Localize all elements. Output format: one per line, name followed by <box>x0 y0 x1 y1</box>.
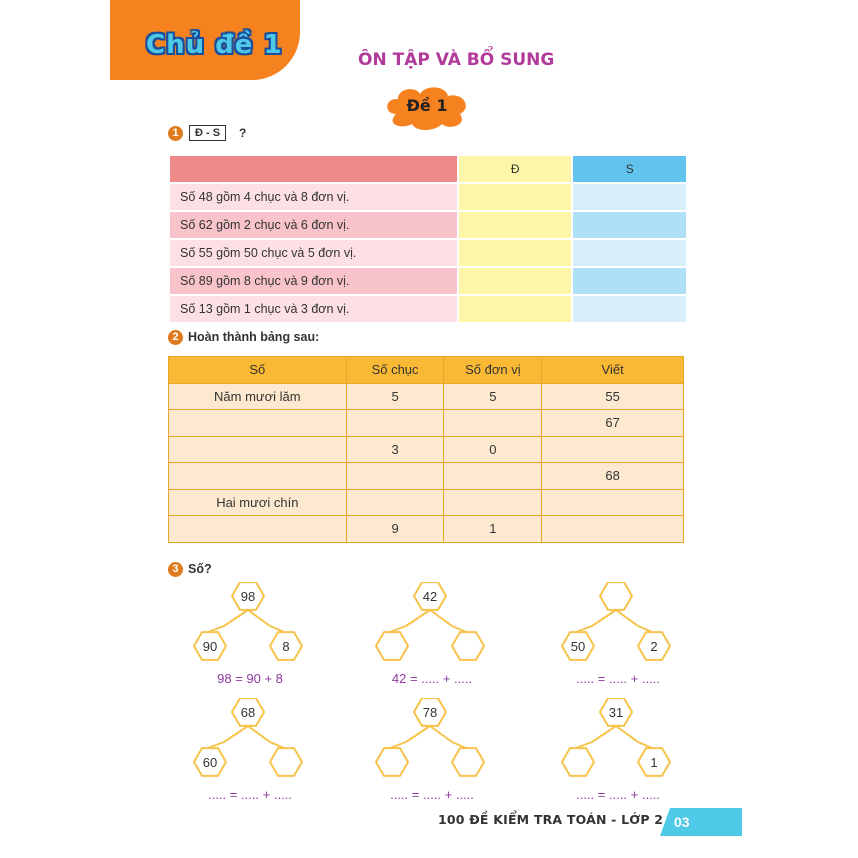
right-hexagon[interactable] <box>452 632 484 660</box>
page-number: 03 <box>674 814 690 830</box>
tree-connector <box>452 626 466 632</box>
equation-line[interactable]: ..... = ..... + ..... <box>576 787 660 802</box>
question-number: 2 <box>168 330 183 345</box>
statement-cell: Số 55 gồm 50 chục và 5 đơn vị. <box>169 239 458 267</box>
question-3 <box>168 562 212 577</box>
table-cell[interactable]: 9 <box>346 516 444 543</box>
table-cell[interactable]: 3 <box>346 436 444 463</box>
tree-connector <box>592 610 616 626</box>
right-hexagon[interactable] <box>638 632 670 660</box>
page-tab-shape <box>660 808 742 836</box>
tree-connector <box>616 726 638 742</box>
table-cell[interactable]: 0 <box>444 436 542 463</box>
false-answer-cell[interactable] <box>572 239 687 267</box>
table-cell[interactable]: 55 <box>542 383 684 410</box>
question-number: 1 <box>168 126 183 141</box>
top-hexagon[interactable] <box>414 698 446 726</box>
top-hexagon[interactable] <box>232 698 264 726</box>
table-cell[interactable] <box>444 463 542 490</box>
header-cell-false: S <box>572 155 687 183</box>
question-label: Số? <box>188 562 212 576</box>
question-label: Hoàn thành bảng sau: <box>188 330 320 344</box>
top-hexagon[interactable] <box>600 698 632 726</box>
table-cell[interactable]: Năm mươi lăm <box>169 383 347 410</box>
question-1 <box>168 126 247 141</box>
true-answer-cell[interactable] <box>458 211 573 239</box>
number-tree <box>548 698 688 802</box>
hexagon-value: 98 <box>240 589 256 604</box>
right-hexagon[interactable] <box>270 748 302 776</box>
place-value-table <box>168 356 684 543</box>
left-hexagon[interactable] <box>194 632 226 660</box>
false-answer-cell[interactable] <box>572 211 687 239</box>
hexagon-value: 31 <box>608 705 624 720</box>
tree-connector <box>430 726 452 742</box>
tree-connector <box>224 726 248 742</box>
statement-cell: Số 48 gồm 4 chục và 8 đơn vị. <box>169 183 458 211</box>
table-cell[interactable] <box>444 489 542 516</box>
table-cell[interactable] <box>169 463 347 490</box>
table-cell[interactable]: 68 <box>542 463 684 490</box>
tree-diagram <box>548 698 688 780</box>
false-answer-cell[interactable] <box>572 183 687 211</box>
top-hexagon[interactable] <box>414 582 446 610</box>
tree-connector <box>390 626 406 632</box>
statement-cell: Số 89 gồm 8 chục và 9 đơn vị. <box>169 267 458 295</box>
tree-connector <box>638 742 652 748</box>
header-cell: Số đơn vị <box>444 357 542 384</box>
left-hexagon[interactable] <box>562 632 594 660</box>
tree-diagram <box>362 698 502 780</box>
table-cell[interactable] <box>346 463 444 490</box>
right-hexagon[interactable] <box>452 748 484 776</box>
question-number: 3 <box>168 562 183 577</box>
tree-connector <box>248 610 270 626</box>
statement-cell: Số 62 gồm 2 chục và 6 đơn vị. <box>169 211 458 239</box>
table-cell[interactable] <box>542 516 684 543</box>
true-answer-cell[interactable] <box>458 239 573 267</box>
hexagon-value: 90 <box>202 639 218 654</box>
chapter-banner <box>110 0 300 80</box>
left-hexagon[interactable] <box>562 748 594 776</box>
table-cell[interactable] <box>169 410 347 437</box>
table-cell[interactable] <box>444 410 542 437</box>
hexagon-value: 60 <box>202 755 218 770</box>
tree-connector <box>406 610 430 626</box>
table-cell[interactable] <box>169 516 347 543</box>
tree-connector <box>592 726 616 742</box>
tree-diagram <box>548 582 688 664</box>
true-false-table <box>168 154 688 324</box>
equation-line[interactable]: ..... = ..... + ..... <box>390 787 474 802</box>
equation-line[interactable]: ..... = ..... + ..... <box>576 671 660 686</box>
hexagon-value: 42 <box>422 589 438 604</box>
header-cell: Viết <box>542 357 684 384</box>
header-cell-true: Đ <box>458 155 573 183</box>
equation-line[interactable]: 42 = ..... + ..... <box>391 671 473 686</box>
left-hexagon[interactable] <box>194 748 226 776</box>
statement-cell: Số 13 gồm 1 chục và 3 đơn vị. <box>169 295 458 323</box>
top-hexagon[interactable] <box>600 582 632 610</box>
top-hexagon[interactable] <box>232 582 264 610</box>
false-answer-cell[interactable] <box>572 267 687 295</box>
exam-badge <box>382 84 472 130</box>
hexagon-value: 2 <box>650 639 658 654</box>
left-hexagon[interactable] <box>376 632 408 660</box>
tree-diagram <box>180 582 320 664</box>
table-cell[interactable]: 5 <box>444 383 542 410</box>
number-tree <box>180 582 320 686</box>
number-tree <box>180 698 320 802</box>
exam-label: Đề 1 <box>406 96 448 115</box>
table-cell[interactable]: 1 <box>444 516 542 543</box>
table-cell[interactable] <box>346 489 444 516</box>
hexagon-value: 8 <box>282 639 290 654</box>
question-2 <box>168 330 320 345</box>
tree-connector <box>224 610 248 626</box>
right-hexagon[interactable] <box>270 632 302 660</box>
tree-connector <box>406 726 430 742</box>
chapter-label: Chủ đề 1 <box>146 30 283 60</box>
hexagon-value: 50 <box>570 639 586 654</box>
table-cell[interactable] <box>542 436 684 463</box>
equation-line[interactable]: ..... = ..... + ..... <box>208 787 292 802</box>
tree-connector <box>208 626 224 632</box>
tree-connector <box>270 626 284 632</box>
left-hexagon[interactable] <box>376 748 408 776</box>
true-answer-cell[interactable] <box>458 183 573 211</box>
tree-diagram <box>180 698 320 780</box>
true-answer-cell[interactable] <box>458 267 573 295</box>
table-cell[interactable]: 67 <box>542 410 684 437</box>
header-cell <box>169 155 458 183</box>
tree-connector <box>208 742 224 748</box>
header-cell: Số <box>169 357 347 384</box>
number-tree <box>362 582 502 686</box>
tree-connector <box>452 742 466 748</box>
tree-connector <box>576 742 592 748</box>
page-title: ÔN TẬP VÀ BỔ SUNG <box>358 50 555 70</box>
hexagon-value: 78 <box>422 705 438 720</box>
number-tree <box>548 582 688 686</box>
tree-connector <box>638 626 652 632</box>
right-hexagon[interactable] <box>638 748 670 776</box>
tree-connector <box>576 626 592 632</box>
equation-line[interactable]: 98 = 90 + 8 <box>217 671 283 686</box>
table-cell[interactable] <box>346 410 444 437</box>
footer-title: 100 ĐỀ KIỂM TRA TOÁN - LỚP 2 <box>438 812 664 827</box>
table-cell[interactable] <box>169 436 347 463</box>
hexagon-value: 68 <box>240 705 256 720</box>
tree-connector <box>390 742 406 748</box>
true-false-box: Đ - S <box>189 125 226 141</box>
table-cell[interactable]: Hai mươi chín <box>169 489 347 516</box>
hexagon-value: 1 <box>650 755 658 770</box>
question-mark: ? <box>239 126 247 140</box>
tree-connector <box>430 610 452 626</box>
tree-connector <box>616 610 638 626</box>
tree-connector <box>248 726 270 742</box>
table-cell[interactable]: 5 <box>346 383 444 410</box>
header-cell: Số chục <box>346 357 444 384</box>
true-answer-cell[interactable] <box>458 295 573 323</box>
tree-connector <box>270 742 284 748</box>
page-number-bar <box>660 808 742 836</box>
tree-diagram <box>362 582 502 664</box>
table-cell[interactable] <box>542 489 684 516</box>
number-tree <box>362 698 502 802</box>
false-answer-cell[interactable] <box>572 295 687 323</box>
